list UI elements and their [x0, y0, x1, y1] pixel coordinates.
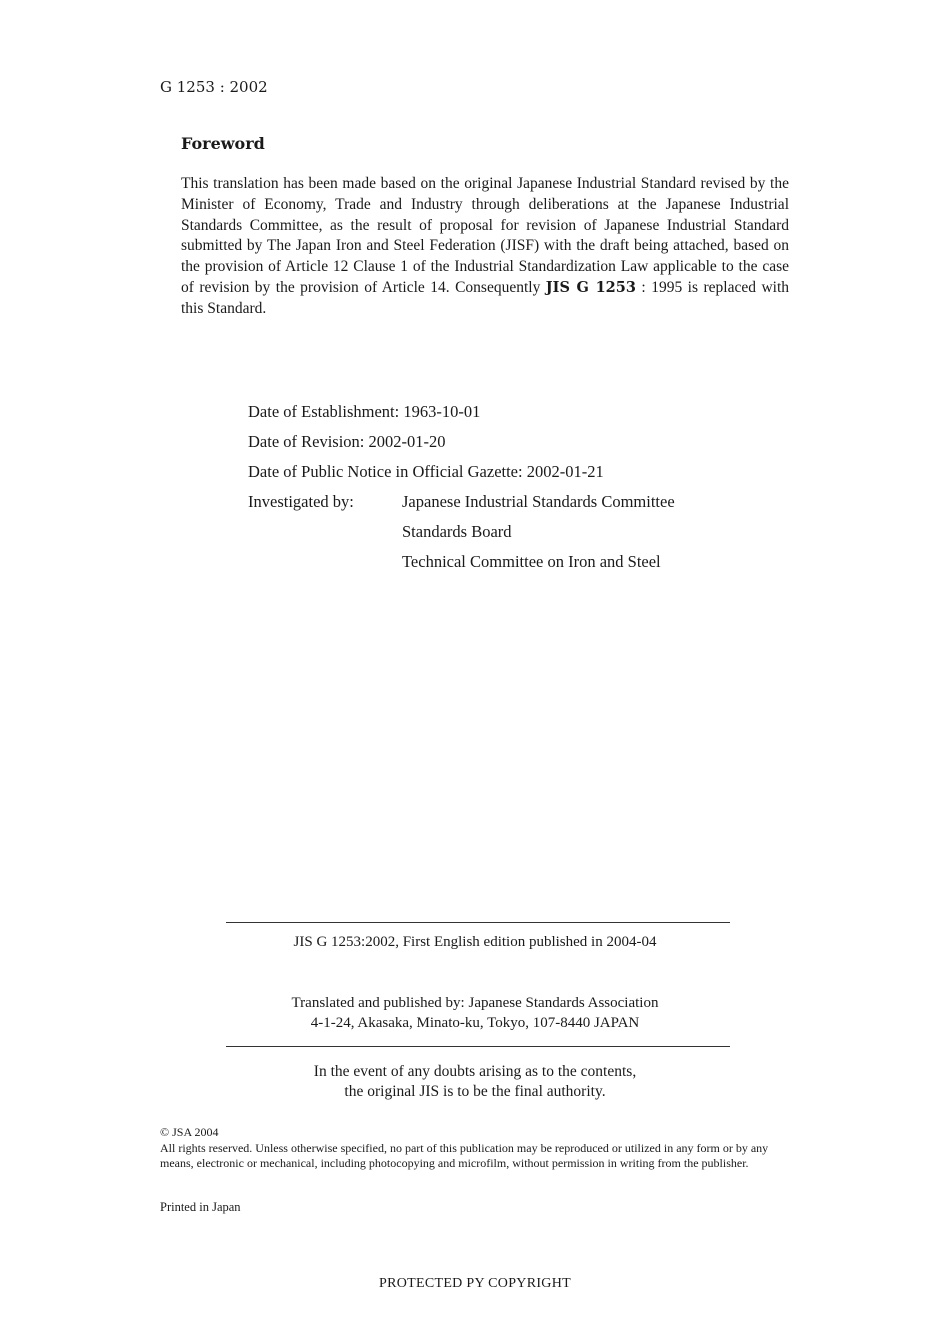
authority-line-2: the original JIS is to be the final authority. [344, 1083, 606, 1100]
document-id: G 1253 : 2002 [160, 78, 268, 96]
foreword-heading: Foreword [181, 134, 265, 153]
divider-top [226, 922, 730, 923]
edition-line: JIS G 1253:2002, First English edition published in 2004-04 [293, 934, 657, 950]
divider-bottom [226, 1046, 730, 1047]
investigated-board: Standards Board [402, 522, 512, 541]
publisher-block [0, 993, 950, 1033]
date-public-notice: Date of Public Notice in Official Gazette: 2002-01-21 [248, 462, 604, 481]
investigated-committee: Japanese Industrial Standards Committee [402, 492, 675, 511]
foreword-text-after: : 1995 is replaced with this Standard. [181, 278, 789, 317]
foreword-text-before: This translation has been made based on the original Japanese Industrial Standard revised by the Minister of Economy, Trade and Industry through deliberations at the Japanese Industrial Standards Committee, as the result of proposal for revision of Japanese Industrial Standard submitted by The Japan Iron and Steel Federation (JISF) with the draft being attached, based on the provision of Article 12 Clause 1 of the Industrial Standardization Law applicable to the case of revision by the provision of Article 14. Consequently [181, 175, 789, 296]
authority-line-1: In the event of any doubts arising as to the contents, [313, 1063, 637, 1080]
standard-reference: JIS G 1253 [545, 278, 636, 296]
investigated-label: Investigated by: [248, 492, 354, 511]
printed-in: Printed in Japan [160, 1200, 241, 1214]
publisher-line: Translated and published by: Japanese Standards Association [291, 995, 659, 1011]
dates-block [248, 400, 675, 580]
rights-statement: All rights reserved. Unless otherwise specified, no part of this publication may be reproduced or utilized in any form or by any means, electronic or mechanical, including photocopying and microfilm, without permission in writing from the publisher. [160, 1140, 769, 1170]
copyright-block [160, 1125, 790, 1172]
date-establishment: Date of Establishment: 1963-10-01 [248, 402, 481, 421]
investigated-row [248, 490, 675, 520]
date-revision: Date of Revision: 2002-01-20 [248, 432, 446, 451]
foreword-paragraph [181, 174, 789, 320]
investigated-technical-committee: Technical Committee on Iron and Steel [402, 552, 661, 571]
publisher-address: 4-1-24, Akasaka, Minato-ku, Tokyo, 107-8440 JAPAN [310, 1015, 640, 1031]
authority-notice [0, 1062, 950, 1102]
copyright-notice: © JSA 2004 [160, 1125, 219, 1139]
protected-footer: PROTECTED PY COPYRIGHT [379, 1276, 571, 1291]
